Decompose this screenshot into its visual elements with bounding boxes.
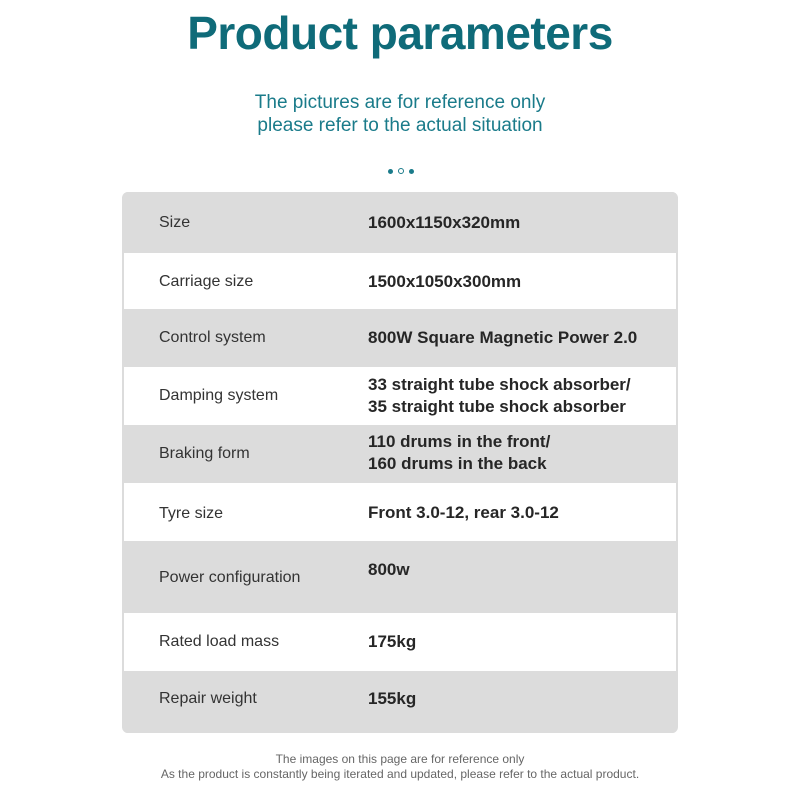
dot-icon bbox=[409, 169, 414, 174]
row-value: 1500x1050x300mm bbox=[368, 272, 522, 291]
table-row bbox=[124, 541, 676, 613]
table-row bbox=[124, 483, 676, 541]
dot-icon bbox=[388, 169, 393, 174]
parameters-table bbox=[122, 192, 678, 733]
row-value: 175kg bbox=[368, 632, 417, 651]
subtitle-line-2: please refer to the actual situation bbox=[257, 115, 543, 136]
row-label: Control system bbox=[159, 329, 266, 346]
row-value-line-2: 160 drums in the back bbox=[368, 454, 547, 473]
subtitle bbox=[0, 91, 800, 137]
footer-line-2: As the product is constantly being iterated and updated, please refer to the actual product. bbox=[160, 767, 640, 781]
table-row bbox=[124, 192, 676, 251]
row-label: Carriage size bbox=[159, 273, 254, 290]
footer-line-1: The images on this page are for reference only bbox=[275, 752, 525, 766]
row-label: Rated load mass bbox=[159, 633, 280, 650]
row-value: 1600x1150x320mm bbox=[368, 213, 521, 232]
table-row bbox=[124, 309, 676, 367]
row-value-line-2: 35 straight tube shock absorber bbox=[368, 397, 626, 416]
row-value bbox=[368, 431, 550, 475]
table-row bbox=[124, 367, 676, 425]
subtitle-line-1: The pictures are for reference only bbox=[254, 92, 546, 113]
row-label: Tyre size bbox=[159, 505, 224, 522]
table-row bbox=[124, 253, 676, 309]
footer-disclaimer bbox=[0, 752, 800, 782]
row-value: 800W Square Magnetic Power 2.0 bbox=[368, 328, 638, 347]
row-value: 155kg bbox=[368, 689, 417, 708]
row-value: 800w bbox=[368, 560, 410, 579]
row-label: Size bbox=[159, 214, 191, 231]
row-label: Damping system bbox=[159, 387, 279, 404]
row-label: Repair weight bbox=[159, 690, 257, 707]
row-value-line-1: 33 straight tube shock absorber/ bbox=[368, 375, 631, 394]
table-row bbox=[124, 613, 676, 671]
row-value-line-1: 110 drums in the front/ bbox=[368, 432, 551, 451]
row-label: Braking form bbox=[159, 445, 250, 462]
hollow-dot-icon bbox=[398, 168, 404, 174]
page-title: Product parameters bbox=[187, 7, 613, 59]
row-value bbox=[368, 374, 631, 418]
table-row bbox=[124, 425, 676, 483]
table-row bbox=[124, 671, 676, 733]
row-label: Power configuration bbox=[159, 569, 301, 586]
decorative-dots bbox=[388, 167, 414, 175]
row-value: Front 3.0-12, rear 3.0-12 bbox=[368, 503, 559, 522]
